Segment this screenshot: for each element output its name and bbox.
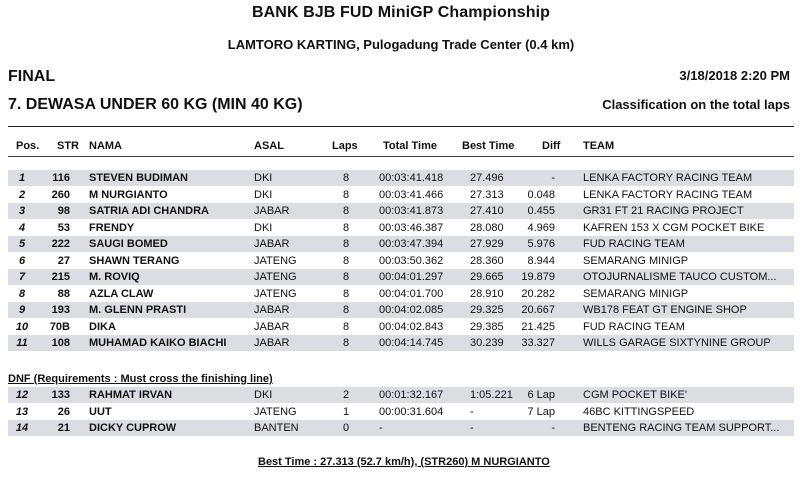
table-row — [8, 302, 794, 318]
table-row — [8, 220, 794, 236]
cell-laps: 8 — [342, 221, 350, 234]
cell-laps: 8 — [342, 172, 350, 184]
cell-team: LENKA FACTORY RACING TEAM — [583, 172, 753, 184]
cell-best: 27.496 — [470, 172, 504, 184]
cell-diff: 19.879 — [521, 271, 555, 283]
col-header-total-time: Total Time — [383, 140, 437, 152]
cell-str: 53 — [57, 221, 70, 234]
cell-diff: 8.944 — [527, 254, 555, 267]
col-header-best-time: Best Time — [462, 140, 515, 152]
cell-total: 00:03:41.466 — [379, 188, 444, 201]
cell-nama: M NURGIANTO — [89, 188, 168, 201]
table-row — [8, 286, 794, 302]
cell-team: OTOJURNALISME TAUCO CUSTOM... — [583, 271, 777, 283]
cell-best: - — [470, 422, 474, 434]
cell-total: 00:03:41.418 — [379, 172, 444, 184]
cell-asal: JATENG — [254, 405, 297, 418]
cell-best: 1:05.221 — [470, 389, 513, 401]
cell-str: 26 — [57, 405, 70, 418]
cell-nama: AZLA CLAW — [89, 287, 154, 300]
cell-best: 29.665 — [470, 271, 504, 283]
cell-best: 28.910 — [470, 287, 504, 300]
column-header-rule — [8, 156, 794, 157]
cell-pos: 12 — [15, 389, 29, 401]
cell-diff: 21.425 — [521, 320, 555, 333]
table-row — [8, 236, 794, 252]
cell-str: 116 — [52, 172, 70, 184]
cell-best: 30.239 — [470, 337, 504, 349]
table-row — [8, 253, 794, 269]
cell-laps: 1 — [342, 405, 350, 418]
cell-pos: 11 — [16, 337, 28, 349]
col-header-team: TEAM — [583, 140, 615, 152]
cell-nama: M. GLENN PRASTI — [89, 304, 187, 316]
cell-best: 28.080 — [470, 221, 504, 234]
cell-pos: 9 — [18, 304, 26, 316]
cell-str: 215 — [51, 271, 70, 283]
cell-nama: STEVEN BUDIMAN — [89, 172, 189, 184]
col-header-str: STR — [57, 140, 79, 152]
cell-pos: 7 — [18, 271, 26, 283]
col-header-diff: Diff — [542, 140, 561, 152]
cell-nama: SHAWN TERANG — [89, 254, 180, 267]
cell-str: 70B — [49, 320, 70, 333]
cell-total: 00:04:02.085 — [379, 304, 444, 316]
cell-str: 133 — [51, 389, 70, 401]
cell-nama: DIKA — [89, 320, 116, 333]
table-row — [8, 335, 794, 351]
cell-total: 00:03:46.387 — [379, 221, 444, 234]
cell-pos: 10 — [15, 320, 29, 333]
table-row — [8, 319, 794, 335]
cell-laps: 8 — [342, 205, 350, 217]
cell-diff: - — [551, 422, 555, 434]
cell-total: 00:04:14.745 — [379, 337, 444, 349]
cell-team: 46BC KITTINGSPEED — [583, 405, 695, 418]
cell-asal: JABAR — [254, 304, 290, 316]
table-row — [8, 170, 794, 186]
cell-diff: 0.048 — [527, 188, 555, 201]
cell-asal: BANTEN — [254, 422, 299, 434]
cell-asal: DKI — [254, 172, 273, 184]
best-time-summary: Best Time : 27.313 (52.7 km/h), (STR260) M NURGIANTO — [258, 456, 550, 468]
cell-pos: 1 — [18, 172, 26, 184]
cell-diff: 5.976 — [527, 238, 555, 250]
cell-team: SEMARANG MINIGP — [583, 287, 689, 300]
cell-laps: 8 — [342, 188, 350, 201]
cell-laps: 0 — [342, 422, 350, 434]
cell-team: FUD RACING TEAM — [583, 238, 685, 250]
cell-diff: 20.667 — [521, 304, 555, 316]
cell-diff: - — [551, 172, 555, 184]
cell-asal: JABAR — [254, 320, 290, 333]
cell-best: 27.929 — [470, 238, 504, 250]
col-header-nama: NAMA — [89, 140, 122, 152]
cell-str: 260 — [51, 188, 70, 201]
cell-total: 00:03:47.394 — [379, 238, 444, 250]
cell-best: 29.385 — [470, 320, 504, 333]
cell-team: WB178 FEAT GT ENGINE SHOP — [583, 304, 747, 316]
table-row — [8, 203, 794, 219]
cell-laps: 8 — [342, 254, 350, 267]
table-row — [8, 404, 794, 420]
cell-best: 27.313 — [470, 188, 504, 201]
cell-diff: 4.969 — [527, 221, 555, 234]
cell-total: 00:03:50.362 — [379, 254, 444, 267]
cell-team: SEMARANG MINIGP — [583, 254, 689, 267]
cell-nama: SATRIA ADI CHANDRA — [89, 205, 209, 217]
cell-best: 27.410 — [470, 205, 504, 217]
cell-diff: 6 Lap — [527, 389, 555, 401]
cell-total: - — [379, 422, 383, 434]
table-row — [8, 187, 794, 203]
cell-team: CGM POCKET BIKE' — [583, 389, 687, 401]
cell-pos: 3 — [18, 205, 26, 217]
cell-asal: JABAR — [254, 337, 290, 349]
cell-best: 28.360 — [470, 254, 504, 267]
cell-nama: M. ROVIQ — [89, 271, 140, 283]
table-row — [8, 387, 794, 403]
cell-str: 98 — [57, 205, 70, 217]
championship-title: BANK BJB FUD MiniGP Championship — [251, 4, 551, 21]
session-datetime: 3/18/2018 2:20 PM — [679, 68, 790, 83]
classification-note: Classification on the total laps — [602, 97, 790, 112]
cell-str: 21 — [57, 422, 70, 434]
cell-asal: DKI — [254, 221, 273, 234]
cell-pos: 5 — [18, 238, 26, 250]
cell-laps: 8 — [342, 238, 350, 250]
cell-laps: 8 — [342, 320, 350, 333]
cell-nama: DICKY CUPROW — [89, 422, 177, 434]
cell-team: LENKA FACTORY RACING TEAM — [583, 188, 753, 201]
cell-diff: 20.282 — [521, 287, 555, 300]
venue-subtitle: LAMTORO KARTING, Pulogadung Trade Center (0.4 km) — [227, 37, 575, 52]
cell-str: 88 — [57, 287, 70, 300]
cell-str: 27 — [57, 254, 70, 267]
cell-team: KAFREN 153 X CGM POCKET BIKE — [583, 221, 765, 234]
cell-pos: 13 — [15, 405, 29, 418]
cell-total: 00:04:02.843 — [379, 320, 444, 333]
cell-diff: 33.327 — [521, 337, 555, 349]
cell-nama: MUHAMAD KAIKO BIACHI — [89, 337, 227, 349]
category-title: 7. DEWASA UNDER 60 KG (MIN 40 KG) — [8, 96, 303, 113]
header-divider — [8, 126, 794, 127]
cell-total: 00:04:01.297 — [379, 271, 444, 283]
cell-nama: FRENDY — [89, 221, 135, 234]
cell-str: 193 — [51, 304, 70, 316]
cell-laps: 8 — [342, 337, 350, 349]
col-header-asal: ASAL — [254, 140, 284, 152]
cell-asal: DKI — [254, 188, 273, 201]
cell-diff: 0.455 — [527, 205, 555, 217]
cell-pos: 14 — [15, 422, 29, 434]
cell-best: - — [470, 405, 474, 418]
cell-laps: 2 — [342, 389, 350, 401]
table-row — [8, 269, 794, 285]
cell-nama: RAHMAT IRVAN — [89, 389, 173, 401]
cell-nama: SAUGI BOMED — [89, 238, 168, 250]
cell-asal: JATENG — [254, 254, 297, 267]
col-header-laps: Laps — [332, 140, 358, 152]
cell-asal: JABAR — [254, 238, 290, 250]
cell-asal: JATENG — [254, 271, 297, 283]
table-row — [8, 420, 794, 436]
cell-total: 00:00:31.604 — [379, 405, 444, 418]
cell-str: 222 — [51, 238, 70, 250]
cell-nama: UUT — [89, 405, 112, 418]
cell-team: WILLS GARAGE SIXTYNINE GROUP — [583, 337, 771, 349]
cell-team: GR31 FT 21 RACING PROJECT — [583, 205, 744, 217]
cell-pos: 4 — [18, 221, 26, 234]
cell-pos: 8 — [18, 287, 26, 300]
cell-str: 108 — [51, 337, 70, 349]
cell-laps: 8 — [342, 271, 350, 283]
cell-pos: 2 — [18, 188, 26, 201]
cell-laps: 8 — [342, 304, 350, 316]
dnf-section-title: DNF (Requirements : Must cross the finishing line) — [8, 373, 273, 385]
cell-total: 00:03:41.873 — [379, 205, 444, 217]
cell-asal: JABAR — [254, 205, 290, 217]
col-header-pos: Pos. — [16, 140, 40, 152]
cell-best: 29.325 — [470, 304, 504, 316]
cell-asal: DKI — [254, 389, 273, 401]
cell-pos: 6 — [18, 254, 26, 267]
cell-asal: JATENG — [254, 287, 297, 300]
cell-diff: 7 Lap — [527, 405, 555, 418]
cell-team: FUD RACING TEAM — [583, 320, 685, 333]
cell-team: BENTENG RACING TEAM SUPPORT... — [583, 422, 780, 434]
cell-laps: 8 — [342, 287, 350, 300]
cell-total: 00:04:01.700 — [379, 287, 444, 300]
session-label: FINAL — [8, 68, 56, 85]
cell-total: 00:01:32.167 — [379, 389, 444, 401]
